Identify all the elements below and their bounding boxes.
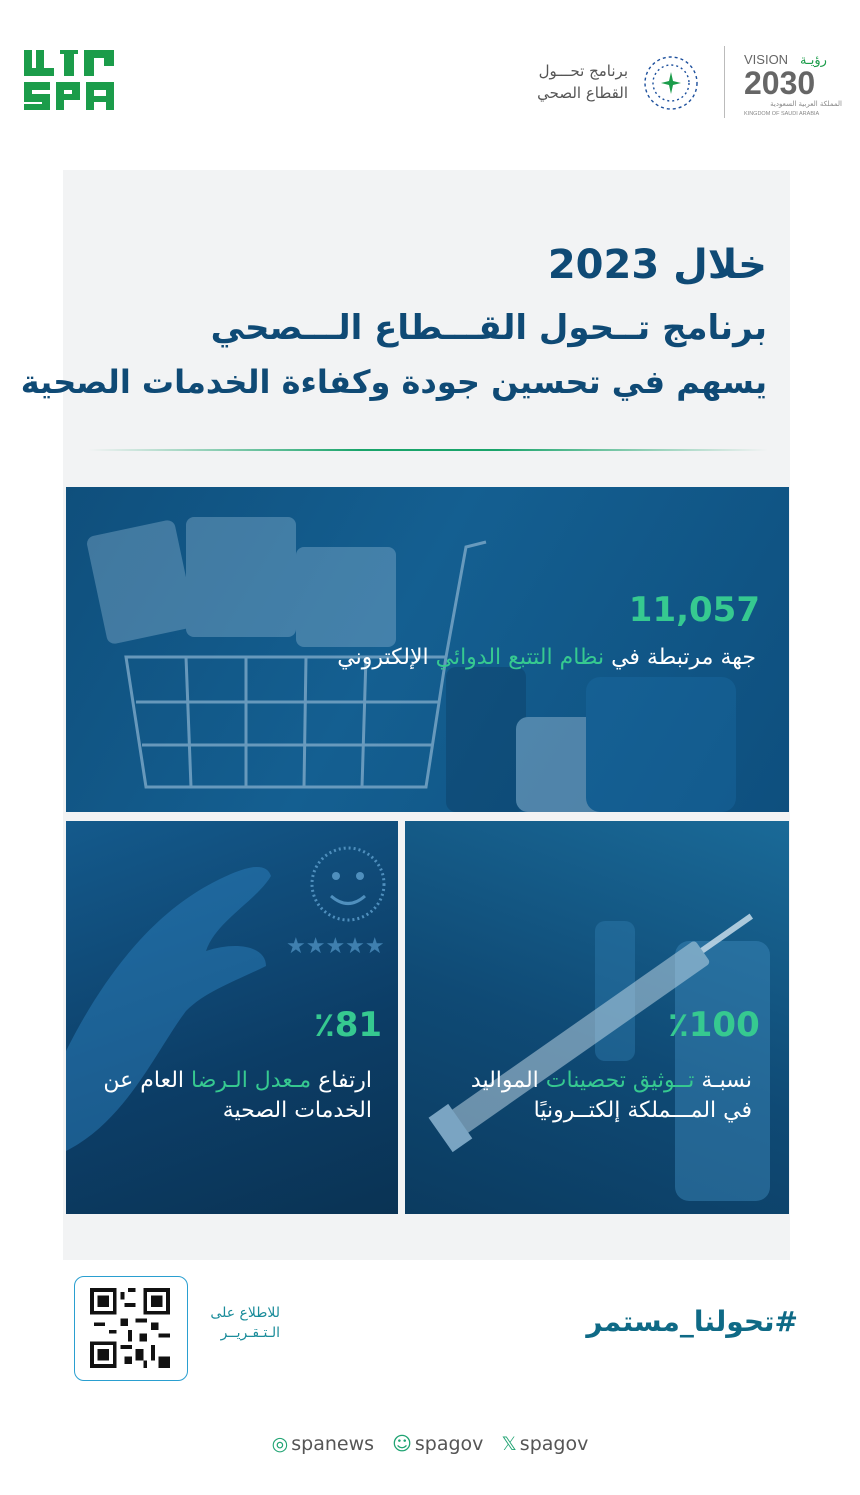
- snapchat-handle-text: spagov: [414, 1433, 484, 1455]
- satisfaction-caption: [72, 1066, 372, 1126]
- title-divider: [88, 449, 768, 451]
- vision-2030-logo: [740, 48, 846, 118]
- caption-text: المواليد في المـــملكة إلكتــرونيًا: [470, 1068, 752, 1123]
- headline-subtitle: يسهم في تحسين جودة وكفاءة الخدمات الصحية: [20, 363, 767, 401]
- caption-text: الإلكتروني: [337, 645, 436, 670]
- caption-text: العام عن الخدمات الصحية: [103, 1068, 372, 1123]
- program-logo-line2: القطاع الصحي: [537, 84, 628, 102]
- header-divider: [724, 46, 725, 118]
- svg-text:KINGDOM OF SAUDI ARABIA: KINGDOM OF SAUDI ARABIA: [744, 111, 820, 117]
- linked-entities-value: 11,057: [628, 590, 760, 630]
- svg-text:المملكة العربية السعودية: المملكة العربية السعودية: [770, 100, 842, 108]
- instagram-handle[interactable]: [272, 1433, 374, 1455]
- caption-highlight: نظام التتبع الدوائي: [435, 645, 605, 670]
- vaccination-value: ٪100: [668, 1005, 760, 1045]
- linked-entities-caption: [336, 643, 756, 673]
- svg-text:2030: 2030: [744, 65, 816, 101]
- headline-program: برنامج تــحول القـــطاع الـــصحي: [210, 308, 767, 348]
- caption-text: ارتفاع: [311, 1068, 372, 1093]
- spa-logo: [24, 48, 116, 112]
- qr-label: [196, 1303, 280, 1343]
- hashtag: #تحولنا_مستمر: [586, 1305, 798, 1338]
- satisfaction-value: ٪81: [314, 1005, 383, 1045]
- smiley-icon: [312, 848, 384, 920]
- svg-text:رؤيـة: رؤيـة: [800, 53, 827, 68]
- program-logo-text: [537, 60, 628, 104]
- x-handle[interactable]: [501, 1433, 588, 1455]
- qr-code[interactable]: [90, 1288, 170, 1368]
- instagram-icon: ◎: [271, 1433, 289, 1455]
- social-handles: [0, 1433, 860, 1455]
- caption-highlight: تــوثيق تحصينات: [545, 1068, 695, 1093]
- qr-label-line2: الـتـقـريــر: [220, 1325, 280, 1341]
- caption-text: نسبـة: [694, 1068, 752, 1093]
- qr-label-line1: للاطلاع على: [210, 1305, 280, 1321]
- caption-highlight: مـعدل الـرضا: [191, 1068, 312, 1093]
- program-logo-line1: برنامج تحـــول: [538, 62, 628, 80]
- svg-text:VISION: VISION: [744, 52, 789, 67]
- headline-year: خلال 2023: [547, 242, 767, 288]
- vaccination-caption: [452, 1066, 752, 1126]
- x-icon: 𝕏: [501, 1433, 517, 1455]
- snapchat-handle[interactable]: [392, 1433, 483, 1455]
- caption-text: جهة مرتبطة في: [604, 645, 756, 670]
- rating-stars-icon: ★★★★★: [286, 934, 385, 959]
- instagram-handle-text: spanews: [291, 1433, 375, 1455]
- program-emblem-icon: [640, 52, 702, 114]
- x-handle-text: spagov: [519, 1433, 589, 1455]
- snapchat-icon: ☺: [392, 1433, 412, 1455]
